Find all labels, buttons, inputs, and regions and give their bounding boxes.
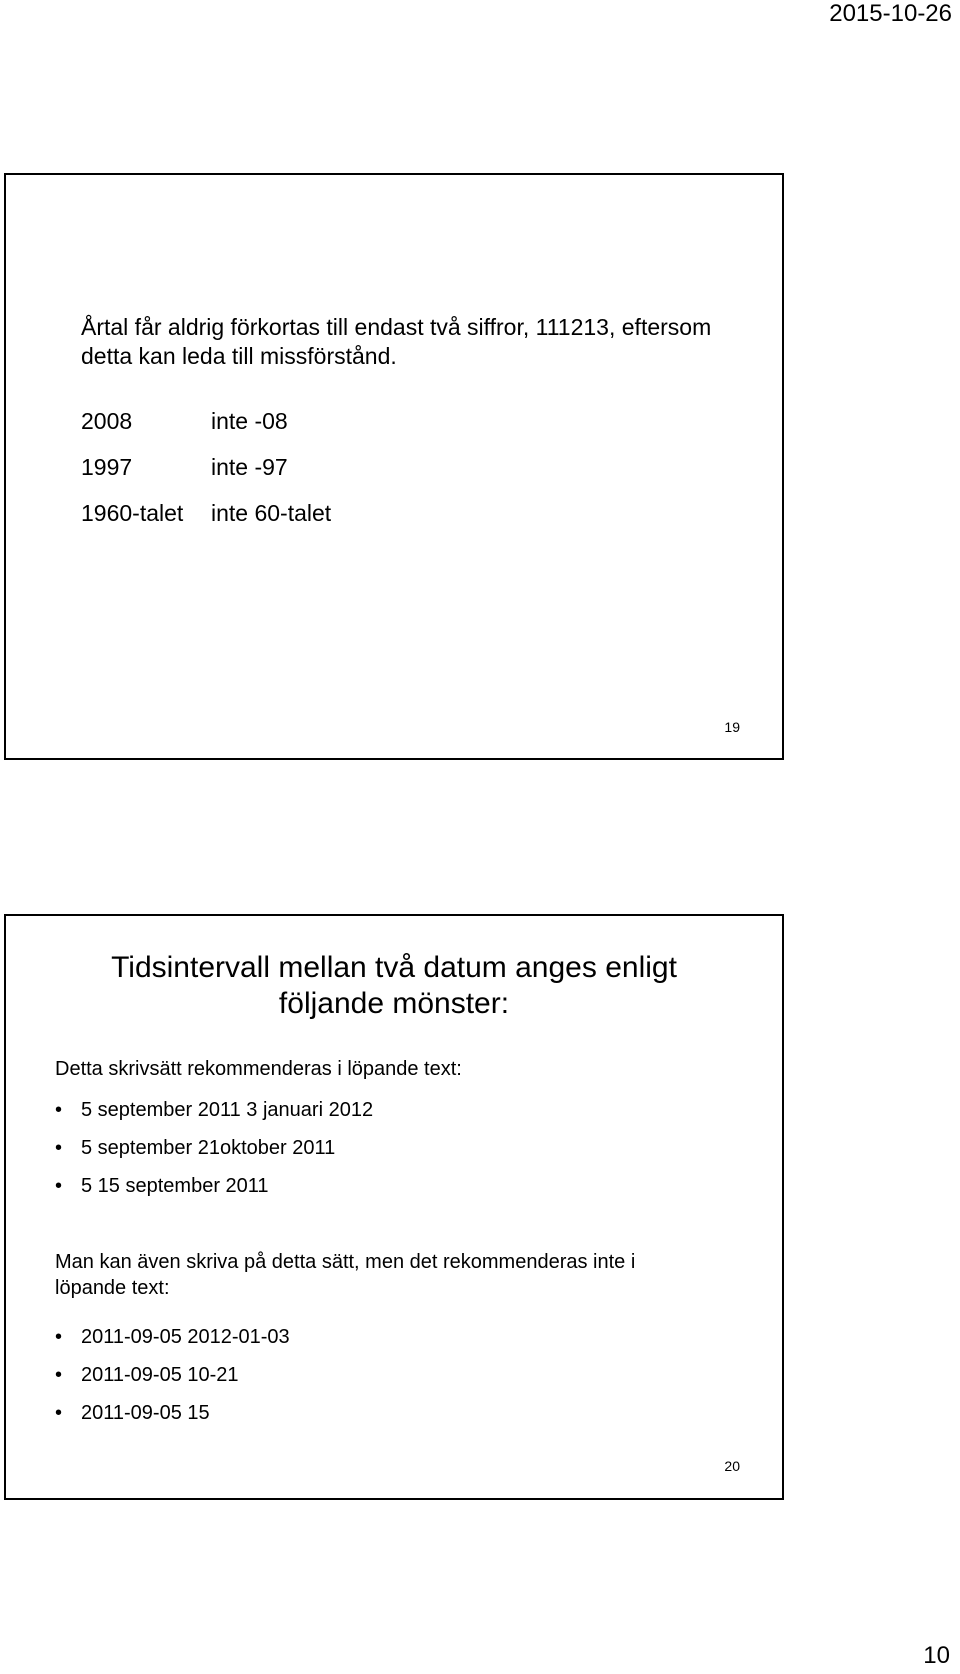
slide-number: 20 — [724, 1458, 740, 1474]
table-row — [81, 454, 331, 500]
page-number: 10 — [923, 1642, 950, 1669]
slide-title-line: följande mönster: — [278, 987, 510, 1020]
year-incorrect: inte -97 — [211, 454, 288, 480]
slide-20 — [4, 914, 784, 1500]
bullet-icon: • — [55, 1326, 63, 1348]
recommended-lead: Detta skrivsätt rekommenderas i löpande text: — [55, 1058, 462, 1080]
list-item-text: 5 september 2011 3 januari 2012 — [81, 1099, 374, 1121]
list-item — [55, 1400, 290, 1438]
list-item-text: 2011-09-05 10-21 — [81, 1364, 239, 1386]
slide-title — [6, 950, 782, 1022]
list-item-text: 5 15 september 2011 — [81, 1175, 269, 1197]
list-item — [55, 1362, 290, 1400]
list-item-text: 2011-09-05 2012-01-03 — [81, 1326, 290, 1348]
list-item — [55, 1173, 373, 1211]
list-item-text: 5 september 21oktober 2011 — [81, 1137, 336, 1159]
bullet-icon: • — [55, 1175, 63, 1197]
list-item-text: 2011-09-05 15 — [81, 1402, 210, 1424]
list-item — [55, 1135, 373, 1173]
bullet-icon: • — [55, 1099, 63, 1121]
header-date: 2015-10-26 — [829, 0, 952, 27]
slide-intro-text: Årtal får aldrig förkortas till endast två siffror, 111213, eftersom detta kan leda till missförstånd. — [81, 314, 712, 369]
year-format-table — [81, 408, 331, 546]
slide-19 — [4, 173, 784, 760]
slide-title-line: Tidsintervall mellan två datum anges enligt — [111, 951, 677, 984]
bullet-icon: • — [55, 1137, 63, 1159]
alternative-list — [55, 1324, 290, 1438]
bullet-icon: • — [55, 1364, 63, 1386]
year-incorrect: inte 60-talet — [211, 500, 332, 526]
year-correct: 1997 — [81, 454, 133, 480]
table-row — [81, 408, 331, 454]
list-item — [55, 1097, 373, 1135]
table-row — [81, 500, 331, 546]
year-incorrect: inte -08 — [211, 408, 288, 434]
alternative-lead: Man kan även skriva på detta sätt, men det rekommenderas inte i löpande text: — [55, 1251, 636, 1299]
slide-number: 19 — [724, 719, 740, 735]
list-item — [55, 1324, 290, 1362]
bullet-icon: • — [55, 1402, 63, 1424]
year-correct: 2008 — [81, 408, 133, 434]
year-correct: 1960-talet — [81, 500, 184, 526]
recommended-list — [55, 1097, 373, 1211]
